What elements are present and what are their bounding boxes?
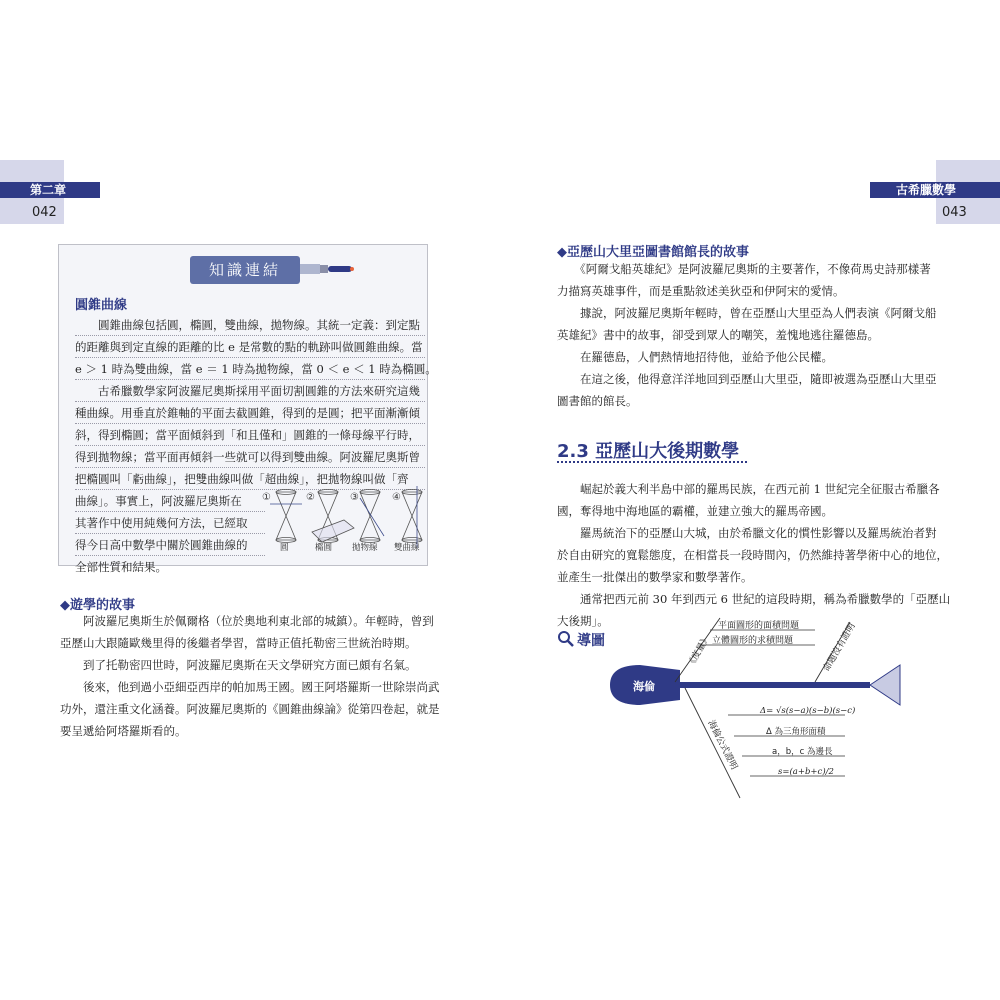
paragraph-line: 於自由研究的寬鬆態度，在相當長一段時間內，仍然維持著學術中心的地位， <box>557 548 948 562</box>
right-chapter-label: 古希臘數學 <box>896 183 957 197</box>
knowledge-line: 斜，得到橢圓；當平面傾斜到「和且僅和」圓錐的一條母線平行時， <box>75 424 425 446</box>
paragraph-line: 通常把西元前 30 年到西元 6 世紀的這段時期，稱為希臘數學的「亞歷山 <box>557 592 951 606</box>
left-page-number: 042 <box>32 205 57 220</box>
knowledge-line: 其著作中使用純幾何方法，已經取 <box>75 512 265 534</box>
knowledge-line: 圓錐曲線包括圓，橢圓，雙曲線，拋物線。其統一定義：到定點 <box>75 314 425 336</box>
formula-item: s=(a+b+c)/2 <box>778 767 834 777</box>
paragraph-line: 大後期」。 <box>557 614 609 628</box>
paragraph-line: 力描寫英雄事件，而是重點敘述美狄亞和伊阿宋的愛情。 <box>557 284 845 298</box>
left-chapter-label: 第二章 <box>30 183 67 197</box>
paragraph-line: 羅馬統治下的亞歷山大城，由於希臘文化的慣性影響以及羅馬統治者對 <box>557 526 937 540</box>
paragraph-line: 在這之後，他得意洋洋地回到亞歷山大里亞，隨即被選為亞歷山大里亞 <box>557 372 937 386</box>
figure-label: 圓 <box>280 543 289 553</box>
figure-number: ④ <box>392 492 401 503</box>
fishbone-top-item: 立體圖形的求積問題 <box>712 636 794 646</box>
knowledge-line: 種曲線。用垂直於錐軸的平面去截圓錐，得到的是圓；把平面漸漸傾 <box>75 402 425 424</box>
figure-number: ③ <box>350 492 359 503</box>
fishbone-head-label: 海倫 <box>633 680 655 693</box>
figure-number: ① <box>262 492 271 503</box>
knowledge-line: e ＞ 1 時為雙曲線，當 e ＝ 1 時為拋物線，當 0 ＜ e ＜ 1 時為橢圓。 <box>75 358 425 380</box>
paragraph-line: 在羅德島，人們熱情地招待他，並給予他公民權。 <box>557 350 833 364</box>
fishbone-top-item: 平面圖形的面積問題 <box>718 621 800 631</box>
paragraph-line: 到了托勒密四世時，阿波羅尼奧斯在天文學研究方面已頗有名氣。 <box>60 658 417 672</box>
section-heading: 2.3 亞歷山大後期數學 <box>557 441 740 462</box>
paragraph-line: 亞歷山大跟隨歐幾里得的後繼者學習，當時正值托勒密三世統治時期。 <box>60 636 417 650</box>
paragraph-line: 崛起於義大利半島中部的羅馬民族，在西元前 1 世紀完全征服古希臘各 <box>557 482 940 496</box>
knowledge-line: 古希臘數學家阿波羅尼奧斯採用平面切割圓錐的方法來研究這幾 <box>75 380 425 402</box>
fishbone-branch-label: 海倫公式證明 <box>705 718 739 772</box>
knowledge-banner: 知識連結 <box>190 256 300 284</box>
guide-label: 導圖 <box>577 633 605 649</box>
paragraph-line: 並產生一批傑出的數學家和數學著作。 <box>557 570 753 584</box>
knowledge-line: 得到拋物線；當平面再傾斜一些就可以得到雙曲線。阿波羅尼奧斯曾 <box>75 446 425 468</box>
figure-label: 橢圓 <box>315 543 333 553</box>
paragraph-line: 《阿爾戈船英雄紀》是阿波羅尼奧斯的主要著作，不像荷馬史詩那樣著 <box>557 262 931 276</box>
right-page-number: 043 <box>942 205 967 220</box>
knowledge-line: 曲線」。事實上，阿波羅尼奧斯在 <box>75 490 265 512</box>
figure-number: ② <box>306 492 315 503</box>
fishbone-branch-label: 命題沒有證明 <box>821 621 858 674</box>
knowledge-title: 圓錐曲線 <box>75 298 128 313</box>
library-section-title: ◆亞歷山大里亞圖書館館長的故事 <box>557 245 749 260</box>
figure-label: 雙曲線 <box>394 543 420 553</box>
formula-item: a，b，c 為邊長 <box>772 747 833 757</box>
formula-item: Δ= √s(s−a)(s−b)(s−c) <box>760 706 856 716</box>
paragraph-line: 阿波羅尼奧斯生於佩爾格（位於奧地利東北部的城鎮）。年輕時，曾到 <box>60 614 434 628</box>
paragraph-line: 後來，他到過小亞細亞西岸的帕加馬王國。國王阿塔羅斯一世除崇尚武 <box>60 680 440 694</box>
paragraph-line: 據說，阿波羅尼奧斯年輕時，曾在亞歷山大里亞為人們表演《阿爾戈船 <box>557 306 937 320</box>
heading-underline <box>557 461 747 463</box>
formula-item: Δ 為三角形面積 <box>766 727 826 737</box>
paintbrush-icon <box>300 262 356 276</box>
paragraph-line: 圖書館的館長。 <box>557 394 638 408</box>
knowledge-line: 得今日高中數學中關於圓錐曲線的 <box>75 534 265 556</box>
paragraph-line: 功外，還注重文化涵養。阿波羅尼奧斯的《圓錐曲線論》從第四卷起，就是 <box>60 702 440 716</box>
fishbone-diagram <box>600 610 920 810</box>
magnifier-icon <box>557 630 575 648</box>
fishbone-branch-label: 《度量》 <box>685 633 713 670</box>
paragraph-line: 國，奪得地中海地區的霸權，並建立強大的羅馬帝國。 <box>557 504 833 518</box>
knowledge-line: 全部性質和結果。 <box>75 560 167 574</box>
paragraph-line: 要呈遞給阿塔羅斯看的。 <box>60 724 187 738</box>
knowledge-line: 的距離與到定直線的距離的比 e 是常數的點的軌跡叫做圓錐曲線。當 <box>75 336 425 358</box>
knowledge-line: 把橢圓叫「虧曲線」，把雙曲線叫做「超曲線」，把拋物線叫做「齊 <box>75 468 425 490</box>
figure-label: 拋物線 <box>352 543 378 553</box>
travel-section-title: ◆遊學的故事 <box>60 598 135 613</box>
paragraph-line: 英雄紀》書中的故事，卻受到眾人的嘲笑，羞愧地逃往羅德島。 <box>557 328 879 342</box>
